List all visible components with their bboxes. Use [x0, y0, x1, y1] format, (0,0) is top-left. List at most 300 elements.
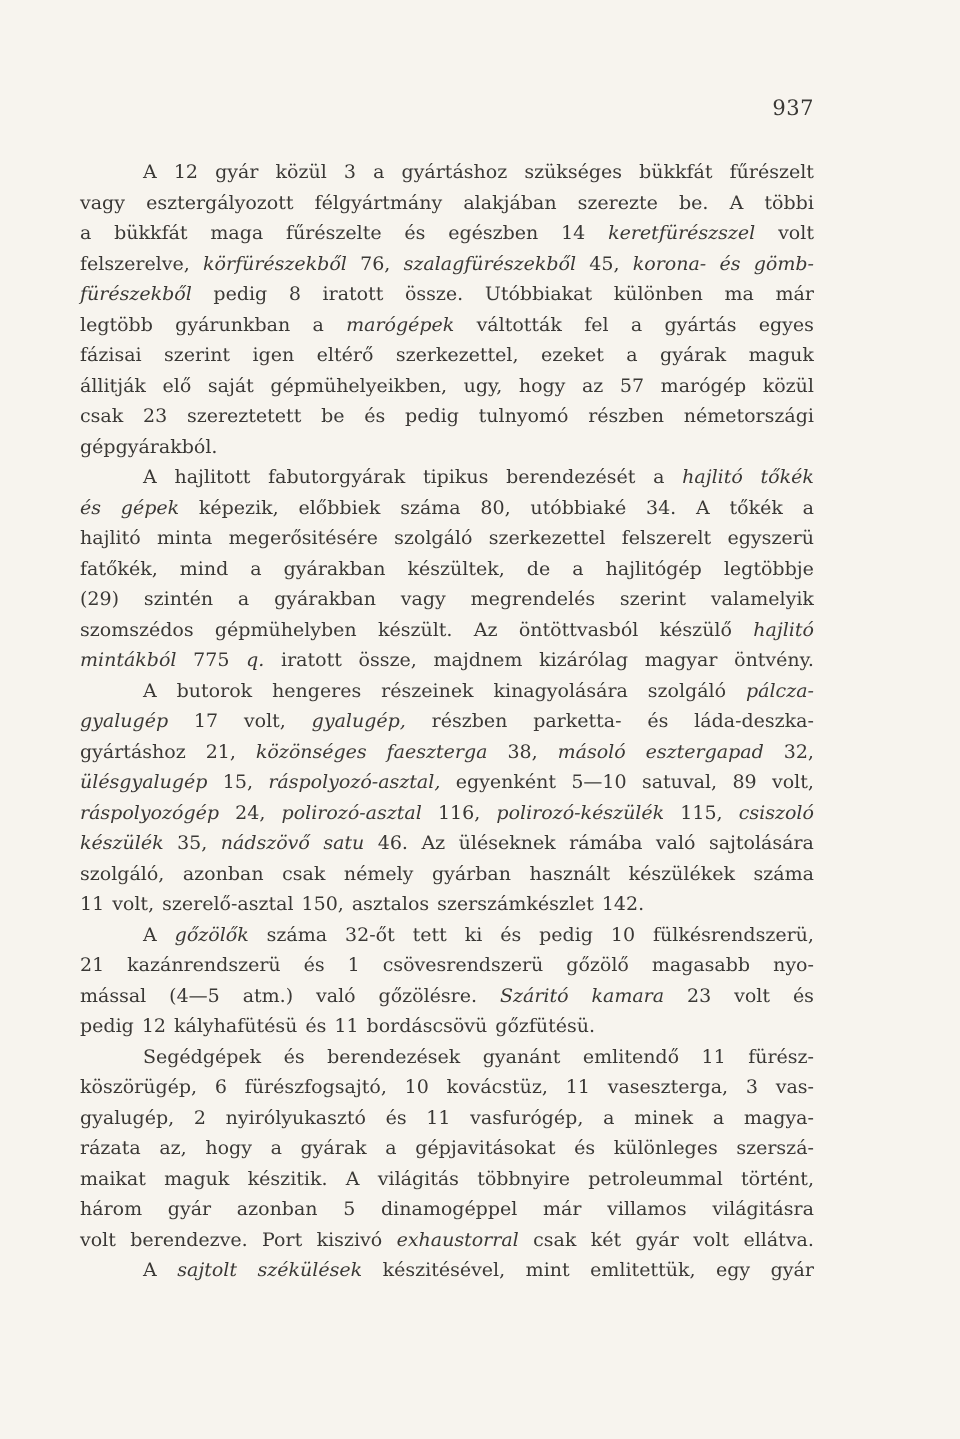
word: rámába: [569, 832, 643, 854]
word: gyártáshoz: [401, 161, 508, 183]
word: öntvény.: [734, 649, 814, 671]
word: gyártáshoz: [80, 740, 186, 763]
word: A: [345, 1167, 360, 1190]
word: szerkezettel,: [395, 344, 519, 366]
word: némely: [343, 862, 414, 885]
word: 11: [701, 1045, 726, 1068]
word: képezik,: [198, 496, 279, 519]
word: gyárak: [660, 344, 727, 366]
word: a: [312, 313, 324, 336]
word: öntöttvasból: [518, 618, 639, 641]
word: azonban: [236, 1198, 318, 1220]
italic-term: gőzölők: [174, 923, 249, 946]
word: fürészfogsajtó,: [244, 1076, 387, 1098]
word: 775: [193, 649, 230, 671]
word: Segédgépek: [143, 1045, 262, 1068]
word: gépgyárakból.: [80, 435, 218, 458]
word: 23: [143, 405, 168, 427]
word: maikat: [80, 1167, 146, 1190]
italic-term: tőkék: [760, 466, 814, 488]
page-number: 937: [772, 96, 814, 120]
word: gyártás: [664, 313, 737, 336]
word: 15,: [222, 771, 253, 793]
italic-term: közönséges: [255, 740, 367, 763]
word: közül: [275, 161, 327, 183]
word: nyirólyukasztó: [225, 1106, 366, 1129]
word: vagy: [400, 588, 446, 610]
text-line: [80, 584, 814, 615]
word: asztalos: [351, 893, 430, 915]
word: fűrészelt: [729, 161, 814, 183]
word: és: [364, 405, 386, 427]
word: de: [526, 557, 551, 580]
word: szerszámkészlet: [437, 893, 594, 915]
word: kályhafütésü: [174, 1015, 298, 1037]
word: németországi: [683, 405, 814, 427]
word: össze.: [404, 283, 464, 305]
word: 57: [619, 374, 645, 397]
word: szerint: [164, 344, 231, 366]
text-line: [80, 279, 814, 310]
word: 17: [193, 710, 219, 732]
word: szomszédos: [80, 618, 194, 641]
word: szintén: [143, 588, 214, 610]
italic-term: szalagfürészekből: [403, 252, 577, 275]
word: üléseknek: [458, 832, 556, 854]
word: száma: [266, 923, 328, 946]
word: hogy: [205, 1137, 252, 1159]
word: atm.): [242, 984, 294, 1007]
word: 32,: [783, 740, 814, 763]
word: össze,: [358, 649, 417, 671]
word: különleges: [613, 1137, 718, 1159]
word: Az: [473, 618, 498, 641]
word: ma: [724, 283, 754, 305]
italic-term: gömb-: [753, 252, 814, 275]
word: és: [385, 1106, 407, 1129]
word: részben: [431, 710, 508, 732]
word: satuval,: [641, 771, 718, 793]
text-line: [80, 340, 814, 371]
word: részeinek: [381, 679, 474, 702]
text-line: [80, 1164, 814, 1195]
word: részben: [588, 405, 664, 427]
italic-term: ülésgyalugép: [80, 771, 208, 793]
text-line: [80, 1225, 814, 1256]
word: gépmühelyeikben,: [270, 374, 448, 397]
italic-term: exhaustorral: [396, 1228, 519, 1251]
word: hajlitógép: [605, 557, 702, 580]
text-line: [80, 554, 814, 585]
word: kazánrendszerü: [127, 954, 281, 976]
word: a: [385, 1137, 397, 1159]
word: való: [655, 832, 696, 854]
word: mind: [179, 557, 229, 580]
word: szükséges: [524, 161, 622, 183]
word: berendezések: [327, 1045, 461, 1068]
word: közül: [762, 374, 814, 397]
italic-term: kamara: [591, 984, 665, 1007]
word: A: [143, 923, 157, 946]
italic-term: székülések: [257, 1259, 363, 1281]
word: 11: [80, 893, 105, 915]
italic-term: pálcza-: [745, 679, 814, 702]
word: 3: [343, 161, 356, 183]
italic-term: ráspolyozó-asztal,: [268, 771, 441, 793]
text-line: [80, 1072, 814, 1103]
word: 89: [732, 771, 757, 793]
word: bükkfát: [639, 161, 713, 183]
word: A: [143, 161, 157, 183]
word: gyárban: [431, 862, 511, 885]
word: 45,: [589, 252, 620, 275]
word: gyanánt: [482, 1045, 561, 1068]
word: 150,: [301, 893, 344, 915]
word: vas-: [775, 1076, 814, 1098]
word: butorok: [176, 679, 253, 702]
word: gőzölésre.: [378, 984, 478, 1007]
text-line: [80, 401, 814, 432]
word: kinagyolására: [493, 679, 628, 702]
word: gépmühelyben: [214, 618, 357, 641]
word: 12: [173, 161, 199, 183]
word: 32-őt: [345, 923, 395, 946]
word: már: [775, 283, 814, 305]
word: és: [283, 1045, 305, 1068]
word: volt,: [112, 893, 155, 915]
text-line: [80, 1194, 814, 1225]
word: legtöbb: [80, 313, 153, 336]
word: 116,: [437, 801, 481, 824]
word: volt: [778, 222, 814, 244]
text-line: [80, 188, 814, 219]
word: gőzfütésü.: [495, 1015, 596, 1037]
word: készültek,: [407, 557, 505, 580]
word: volt: [80, 1228, 116, 1251]
word: 12: [141, 1015, 166, 1037]
word: gépjavitásokat: [415, 1137, 556, 1159]
word: be.: [679, 191, 709, 214]
italic-term: polirozó-asztal: [281, 801, 422, 824]
word: már: [543, 1198, 582, 1220]
word: elő: [162, 374, 192, 397]
word: láda-deszka-: [694, 710, 814, 732]
text-line: [80, 920, 814, 951]
word: világitásra: [712, 1198, 814, 1220]
word: és: [404, 222, 426, 244]
text-line: [80, 615, 814, 646]
word: utóbbiaké: [530, 496, 627, 519]
word: gyárunkban: [175, 313, 291, 336]
text-line: [80, 1103, 814, 1134]
word: többi: [764, 191, 814, 214]
text-line: [80, 1011, 814, 1042]
italic-term: hajlitó: [682, 466, 743, 488]
word: Port: [262, 1228, 303, 1251]
text-line: [80, 706, 814, 737]
word: esztergályozott: [146, 191, 294, 214]
word: 5—10: [571, 771, 627, 793]
word: 2: [193, 1106, 206, 1129]
word: a: [653, 466, 665, 488]
word: állitják: [80, 374, 146, 397]
word: a: [237, 588, 250, 610]
text-line: [80, 310, 814, 341]
word: igen: [252, 344, 295, 366]
word: egyszerü: [727, 527, 814, 549]
italic-term: másoló: [557, 740, 626, 763]
word: és: [792, 984, 814, 1007]
word: hengeres: [272, 679, 362, 702]
word: 3: [745, 1076, 758, 1098]
word: magasabb: [651, 954, 751, 976]
word: 35,: [177, 832, 208, 854]
word: volt: [734, 984, 771, 1007]
text-line: [80, 645, 814, 676]
word: egyes: [758, 313, 814, 336]
word: 1: [347, 954, 360, 976]
text-line: [80, 889, 814, 920]
word: A: [143, 679, 157, 702]
italic-term: és: [719, 252, 741, 275]
word: fürész-: [748, 1045, 814, 1068]
word: magyar: [644, 649, 718, 671]
word: minek: [634, 1106, 694, 1129]
word: tipikus: [422, 466, 489, 488]
word: kizárólag: [539, 649, 629, 671]
text-line: [80, 1042, 814, 1073]
word: és: [500, 923, 522, 946]
word: pedig: [539, 923, 593, 946]
word: 5: [343, 1198, 356, 1220]
word: hajlitott: [174, 466, 251, 488]
italic-term: ráspolyozógép: [80, 801, 220, 824]
word: 80,: [480, 496, 511, 519]
word: szerint: [619, 588, 686, 610]
word: 11: [334, 1015, 359, 1037]
word: felszerelt: [621, 527, 712, 549]
italic-term: mintákból: [80, 649, 177, 671]
word: (4—5: [169, 984, 220, 1007]
word: két: [590, 1228, 622, 1251]
word: 34.: [646, 496, 677, 519]
word: be: [321, 405, 345, 427]
word: szolgáló: [394, 527, 473, 549]
text-line: [80, 798, 814, 829]
word: vasfurógép,: [470, 1106, 584, 1129]
word: három: [80, 1198, 143, 1220]
word: 8: [288, 283, 301, 305]
word: a: [712, 1106, 725, 1129]
word: villamos: [607, 1198, 687, 1220]
word: rázata: [80, 1137, 141, 1159]
word: készülékek: [628, 862, 735, 885]
text-line: [80, 432, 814, 463]
word: minta: [157, 527, 213, 549]
body-text: [80, 157, 814, 1286]
text-line: [80, 950, 814, 981]
word: tőkék: [729, 496, 783, 519]
word: magya-: [743, 1106, 814, 1129]
word: emlitettük,: [590, 1259, 696, 1281]
word: az: [581, 374, 604, 397]
word: ezeket: [540, 344, 604, 366]
word: petroleummal: [588, 1167, 723, 1190]
word: készülő: [659, 618, 732, 641]
text-line: [80, 523, 814, 554]
italic-term: gyalugép,: [311, 710, 406, 732]
word: fatőkék,: [80, 557, 158, 580]
word: majdnem: [433, 649, 523, 671]
italic-term: q.: [246, 649, 265, 671]
word: vagy: [80, 191, 125, 214]
word: egy: [716, 1259, 751, 1281]
word: 23: [687, 984, 712, 1007]
word: vaseszterga,: [607, 1076, 729, 1098]
word: 24,: [235, 801, 266, 824]
italic-term: Száritó: [499, 984, 569, 1007]
word: iratott: [281, 649, 342, 671]
word: hogy: [518, 374, 566, 397]
word: marógép: [660, 374, 747, 397]
word: készült.: [377, 618, 453, 641]
word: 11: [565, 1076, 590, 1098]
italic-term: polirozó-készülék: [496, 801, 665, 824]
word: 21,: [205, 740, 236, 763]
word: a: [802, 496, 814, 519]
word: berendezését: [506, 466, 636, 488]
word: történt,: [741, 1167, 814, 1190]
word: fel: [584, 313, 609, 336]
word: kiszivó: [316, 1228, 383, 1251]
word: berendezve.: [130, 1228, 248, 1251]
word: legtöbbje: [723, 557, 814, 580]
word: 10: [404, 1076, 429, 1098]
text-line: [80, 676, 814, 707]
word: 10: [610, 923, 636, 946]
word: pedig: [80, 1015, 134, 1037]
word: és: [303, 954, 325, 976]
word: a: [572, 557, 584, 580]
italic-term: hajlitó: [753, 618, 814, 641]
word: fabutorgyárak: [268, 466, 406, 488]
word: fülkésrendszerü,: [652, 923, 814, 946]
word: az,: [159, 1137, 187, 1159]
word: köszörügép,: [80, 1076, 198, 1098]
word: ugy,: [463, 374, 503, 397]
text-line: [80, 767, 814, 798]
word: tett: [412, 923, 447, 946]
word: hajlitó: [80, 527, 141, 549]
italic-term: satu: [323, 832, 365, 854]
italic-term: esztergapad: [645, 740, 764, 763]
word: pedig: [405, 405, 459, 427]
text-line: [80, 828, 814, 859]
word: ellátva.: [743, 1228, 814, 1251]
word: 21: [80, 954, 105, 976]
word: a: [630, 313, 643, 336]
italic-term: sajtolt: [177, 1259, 237, 1281]
word: a: [626, 344, 638, 366]
text-line: [80, 462, 814, 493]
word: 11: [426, 1106, 451, 1129]
italic-term: készülék: [80, 832, 164, 854]
word: nyo-: [773, 954, 814, 976]
italic-term: faeszterga: [386, 740, 488, 763]
word: való: [316, 984, 356, 1007]
word: A: [143, 466, 157, 488]
italic-term: gépek: [120, 496, 180, 519]
word: száma: [753, 862, 814, 885]
word: Utóbbiakat: [484, 283, 593, 305]
word: gyár: [770, 1259, 814, 1281]
word: világitás: [377, 1167, 459, 1190]
word: a: [250, 557, 262, 580]
word: félgyártmány: [314, 191, 443, 214]
word: többnyire: [477, 1167, 570, 1190]
word: szerezte: [577, 191, 658, 214]
word: szerszá-: [736, 1137, 814, 1159]
word: 76,: [360, 252, 391, 275]
word: 142.: [601, 893, 645, 915]
word: gyárak: [300, 1137, 367, 1159]
text-line: [80, 249, 814, 280]
word: maga: [210, 222, 264, 244]
word: A: [729, 191, 744, 214]
word: szereztetett: [186, 405, 302, 427]
word: készitik.: [247, 1167, 328, 1190]
word: pedig: [213, 283, 268, 305]
word: azonban: [182, 862, 264, 885]
word: (29): [80, 588, 120, 610]
italic-term: gyalugép: [80, 710, 169, 732]
word: emlitendő: [582, 1045, 680, 1068]
word: parketta-: [533, 710, 622, 732]
word: felszerelve,: [80, 252, 190, 275]
word: dinamogéppel: [381, 1198, 518, 1220]
word: a: [603, 1106, 615, 1129]
word: gyárakban: [274, 588, 376, 610]
word: a: [270, 1137, 282, 1159]
word: szolgáló,: [80, 862, 165, 885]
italic-term: keretfürészszel: [608, 222, 756, 244]
word: saját: [207, 374, 254, 397]
word: 14: [561, 222, 586, 244]
word: sajtolására: [708, 832, 814, 854]
word: 115,: [680, 801, 723, 824]
word: kovácstüz,: [446, 1076, 548, 1098]
word: szerelő-asztal: [162, 893, 294, 915]
word: és: [305, 1015, 327, 1037]
word: tulnyomó: [478, 405, 569, 427]
word: A: [143, 1259, 157, 1281]
word: fázisai: [80, 344, 142, 366]
word: alakjában: [463, 191, 557, 214]
word: különben: [613, 283, 703, 305]
word: szolgáló: [647, 679, 727, 702]
word: a: [373, 161, 385, 183]
word: valamelyik: [710, 588, 814, 610]
italic-term: fürészekből: [80, 283, 192, 305]
word: volt,: [771, 771, 814, 793]
text-line: [80, 981, 814, 1012]
text-line: [80, 371, 814, 402]
text-line: [80, 157, 814, 188]
word: csövesrendszerü: [382, 954, 544, 976]
italic-term: nádszövő: [220, 832, 310, 854]
word: és: [574, 1137, 596, 1159]
word: gyár: [167, 1198, 212, 1220]
